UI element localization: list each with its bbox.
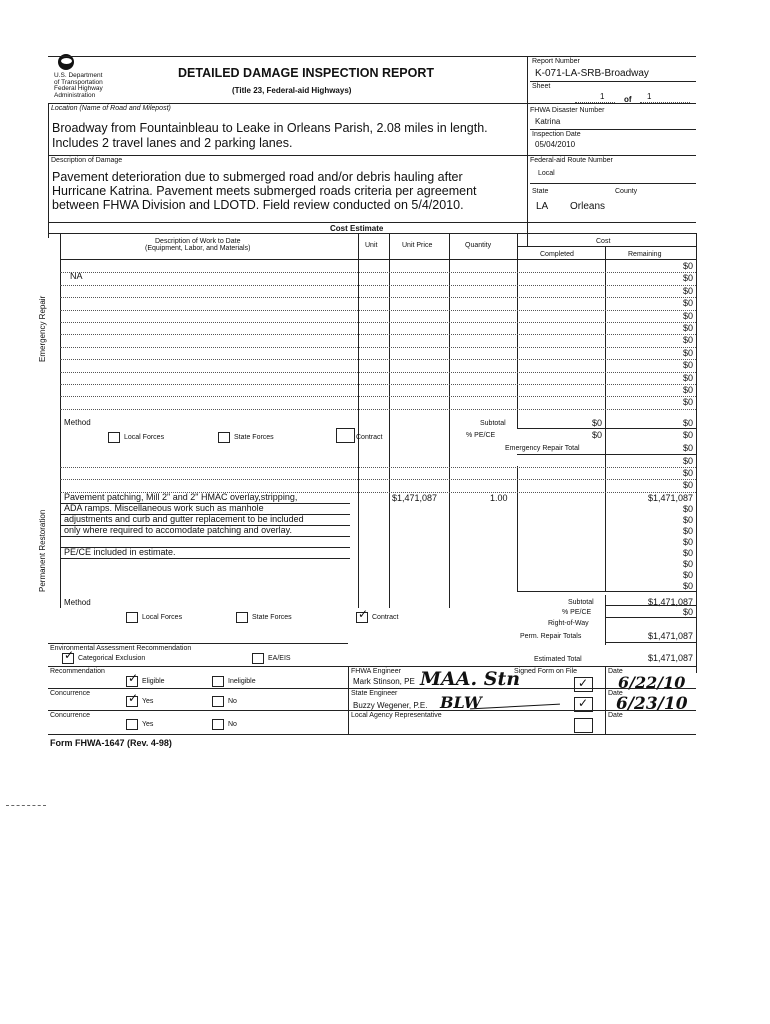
emergency-row-line: [60, 372, 696, 373]
check-mark-icon: ✓: [358, 607, 369, 621]
permanent-remaining-cell: $0: [682, 537, 693, 547]
emergency-remaining-cell: $0: [682, 347, 693, 358]
damage-line1: Pavement deterioration due to submerged road and/or debris hauling after: [52, 170, 463, 184]
concurrence2-label: Concurrence: [50, 712, 91, 719]
sheet-label: Sheet: [532, 83, 551, 90]
estimated-total-label: Estimated Total: [534, 656, 582, 663]
permanent-remaining-cell: $0: [682, 515, 693, 525]
permanent-remaining-cell: $0: [682, 504, 693, 514]
emergency-row-line: [60, 285, 696, 286]
fhwa-engineer-label: FHWA Engineer: [351, 668, 401, 675]
concurrence2-yes-checkbox[interactable]: [126, 719, 138, 730]
state-engineer-name: Buzzy Wegener, P.E.: [353, 701, 428, 710]
damage-line3: between FHWA Division and LDOTD. Field review conducted on 5/4/2010.: [52, 198, 464, 212]
disaster-value: Katrina: [535, 117, 561, 126]
state-engineer-label: State Engineer: [351, 690, 398, 697]
permanent-subtotal-label: Subtotal: [568, 599, 594, 606]
permanent-unit-price: $1,471,087: [392, 493, 438, 503]
permanent-remaining-cell: $0: [682, 559, 693, 569]
permanent-remaining-cell: $0: [682, 570, 693, 580]
emergency-row-line: [60, 297, 696, 298]
inspection-date-label: Inspection Date: [532, 131, 581, 138]
emergency-row-line: [60, 334, 696, 335]
signed-form-checkbox-1[interactable]: [574, 677, 593, 692]
emergency-row-line: [60, 310, 696, 311]
concurrence-no-label: No: [228, 698, 237, 705]
emergency-remaining-cell: $0: [682, 335, 693, 346]
emergency-local-forces-label: Local Forces: [124, 434, 165, 441]
emergency-total-remaining: $0: [682, 443, 693, 453]
signed-form-checkbox-3[interactable]: [574, 718, 593, 733]
report-number-label: Report Number: [532, 58, 580, 65]
categorical-exclusion-label: Categorical Exclusion: [78, 655, 146, 662]
permanent-subtotal-value: $1,471,087: [647, 597, 693, 607]
ineligible-checkbox[interactable]: [212, 676, 224, 687]
emergency-method-label: Method: [64, 418, 91, 427]
date-label-1: Date: [608, 668, 623, 675]
local-agency-label: Local Agency Representative: [351, 712, 442, 719]
check-mark-icon: ✓: [64, 648, 75, 662]
permanent-local-forces-label: Local Forces: [142, 614, 183, 621]
inspection-date-value: 05/04/2010: [535, 140, 576, 149]
environment-label: Environmental Assessment Recommendation: [50, 645, 192, 652]
damage-label: Description of Damage: [51, 157, 123, 164]
permanent-desc-line: ADA ramps. Miscellaneous work such as manhole: [64, 503, 264, 513]
emergency-pece-label: % PE/CE: [466, 432, 496, 439]
emergency-total-label: Emergency Repair Total: [505, 445, 580, 452]
ineligible-label: Ineligible: [228, 678, 256, 685]
emergency-remaining-cell: $0: [682, 310, 693, 321]
permanent-pre-remaining-cell: $0: [682, 468, 693, 479]
emergency-remaining-cell: $0: [682, 372, 693, 383]
emergency-remaining-cell: $0: [682, 285, 693, 296]
unit-header: Unit: [365, 242, 378, 249]
emergency-row-line: [60, 359, 696, 360]
remaining-header: Remaining: [628, 251, 662, 258]
permanent-remaining-cell: $0: [682, 581, 693, 591]
location-line1: Broadway from Fountainbleau to Leake in Orleans Parish, 2.08 miles in length.: [52, 121, 488, 135]
check-mark-icon: ✓: [128, 671, 139, 685]
emergency-remaining-cell: $0: [682, 385, 693, 395]
permanent-total-value: $1,471,087: [647, 631, 693, 641]
sheet-total: 1: [647, 92, 652, 101]
emergency-remaining-cell: $0: [682, 261, 693, 271]
permanent-side-label: Permanent Restoration: [38, 509, 47, 592]
permanent-row-line: [60, 467, 696, 468]
state-label: State: [532, 188, 549, 195]
emergency-remaining-cell: $0: [682, 360, 693, 371]
permanent-state-forces-checkbox[interactable]: [236, 612, 248, 623]
permanent-desc-line: only where required to accomodate patching and overlay.: [64, 525, 292, 535]
emergency-row-line: [60, 409, 696, 410]
right-of-way-label: Right-of-Way: [548, 620, 589, 627]
permanent-desc-line: PE/CE included in estimate.: [64, 547, 176, 557]
permanent-remaining-cell: $0: [682, 548, 693, 558]
date-label-2: Date: [608, 690, 623, 697]
cost-header: Cost: [596, 238, 611, 245]
date-label-3: Date: [608, 712, 623, 719]
permanent-desc-line: Pavement patching, Mill 2" and 2" HMAC overlay,stripping,: [64, 492, 298, 502]
permanent-contract-label: Contract: [372, 614, 399, 621]
state-value: LA: [536, 201, 549, 212]
permanent-quantity: 1.00: [490, 493, 508, 503]
emergency-state-forces-label: State Forces: [234, 434, 274, 441]
emergency-row-line: [60, 347, 696, 348]
report-subtitle: (Title 23, Federal-aid Highways): [232, 86, 352, 95]
permanent-desc-underline: [60, 536, 350, 537]
route-value: Local: [538, 170, 555, 177]
permanent-pre-remaining-cell: $0: [682, 456, 693, 466]
concurrence-no-checkbox[interactable]: [212, 696, 224, 707]
emergency-row-line: [60, 384, 696, 385]
permanent-method-label: Method: [64, 598, 91, 607]
emergency-subtotal-label: Subtotal: [480, 420, 506, 427]
concurrence-yes-label: Yes: [142, 698, 154, 705]
signature-stroke: [470, 704, 560, 710]
permanent-row-line: [60, 479, 696, 480]
emergency-row-line: [60, 322, 696, 323]
emergency-local-forces-checkbox[interactable]: [108, 432, 120, 443]
emergency-subtotal-completed: $0: [591, 418, 602, 428]
location-label: Location (Name of Road and Milepost): [51, 105, 171, 112]
permanent-local-forces-checkbox[interactable]: [126, 612, 138, 623]
cost-estimate-title: Cost Estimate: [330, 224, 384, 233]
categorical-exclusion-checkbox[interactable]: [62, 648, 75, 664]
dot-logo-swoosh: [61, 58, 72, 64]
sheet-of-label: of: [624, 95, 632, 104]
emergency-remaining-cell: $0: [682, 298, 693, 309]
check-mark-icon: ✓: [578, 676, 589, 690]
permanent-pece-value: $0: [682, 607, 693, 617]
scan-artifact-line: [6, 805, 46, 806]
desc-header: Description of Work to Date: [155, 238, 241, 245]
concurrence2-no-label: No: [228, 721, 237, 728]
emergency-pece-remaining: $0: [682, 430, 693, 440]
ea-eis-label: EA/EIS: [268, 655, 291, 662]
permanent-contract-checkbox[interactable]: [356, 607, 369, 623]
recommendation-label: Recommendation: [50, 668, 105, 675]
signed-form-label: Signed Form on File: [514, 668, 578, 675]
permanent-first-remaining: $1,471,087: [647, 493, 693, 503]
concurrence2-no-checkbox[interactable]: [212, 719, 224, 730]
emergency-row-line: [60, 396, 696, 397]
ea-eis-checkbox[interactable]: [252, 653, 264, 664]
emergency-row-line: [60, 272, 696, 273]
date-value-2: 6/23/10: [616, 694, 688, 714]
emergency-remaining-cell: $0: [682, 397, 693, 408]
eligible-checkbox[interactable]: [126, 671, 139, 687]
permanent-desc-underline: [60, 558, 350, 559]
estimated-total-value: $1,471,087: [647, 653, 693, 663]
agency-name: U.S. Department of Transportation Federal Highway Administration: [54, 72, 103, 99]
state-engineer-signature: BLW: [440, 693, 482, 712]
concurrence1-label: Concurrence: [50, 690, 91, 697]
fhwa-engineer-signature: MAA. Stn: [420, 668, 521, 690]
permanent-pece-label: % PE/CE: [562, 609, 592, 616]
emergency-state-forces-checkbox[interactable]: [218, 432, 230, 443]
date-value-1: 6/22/10: [618, 673, 686, 692]
concurrence2-yes-label: Yes: [142, 721, 154, 728]
concurrence-yes-checkbox[interactable]: [126, 691, 139, 707]
report-title: DETAILED DAMAGE INSPECTION REPORT: [178, 66, 435, 80]
county-label: County: [615, 188, 638, 195]
disaster-label: FHWA Disaster Number: [530, 107, 605, 114]
permanent-total-label: Perm. Repair Totals: [520, 633, 582, 640]
damage-line2: Hurricane Katrina. Pavement meets submerged roads criteria per agreement: [52, 184, 477, 198]
route-label: Federal-aid Route Number: [530, 157, 613, 164]
sheet-number: 1: [600, 92, 605, 101]
emergency-contract-checkbox[interactable]: [336, 428, 355, 443]
permanent-state-forces-label: State Forces: [252, 614, 292, 621]
completed-header: Completed: [540, 251, 574, 258]
report-number-value: K-071-LA-SRB-Broadway: [535, 68, 649, 79]
emergency-pece-completed: $0: [591, 430, 602, 440]
emergency-first-desc: NA: [70, 271, 83, 281]
emergency-contract-label: Contract: [356, 434, 383, 441]
emergency-side-label: Emergency Repair: [38, 295, 47, 362]
check-mark-icon: ✓: [128, 691, 139, 705]
unit-price-header: Unit Price: [402, 242, 433, 249]
check-mark-icon: ✓: [578, 696, 589, 710]
location-line2: Includes 2 travel lanes and 2 parking lanes.: [52, 136, 293, 150]
emergency-subtotal-remaining: $0: [682, 418, 693, 428]
county-value: Orleans: [570, 201, 606, 212]
form-id: Form FHWA-1647 (Rev. 4-98): [50, 738, 172, 748]
permanent-remaining-cell: $0: [682, 526, 693, 536]
desc-header-sub: (Equipment, Labor, and Materials): [145, 245, 251, 252]
quantity-header: Quantity: [465, 242, 492, 249]
permanent-desc-line: adjustments and curb and gutter replacement to be included: [64, 514, 304, 524]
emergency-remaining-cell: $0: [682, 273, 693, 284]
emergency-remaining-cell: $0: [682, 323, 693, 333]
fhwa-engineer-name: Mark Stinson, PE: [353, 677, 415, 686]
eligible-label: Eligible: [142, 678, 165, 685]
permanent-pre-remaining-cell: $0: [682, 480, 693, 491]
